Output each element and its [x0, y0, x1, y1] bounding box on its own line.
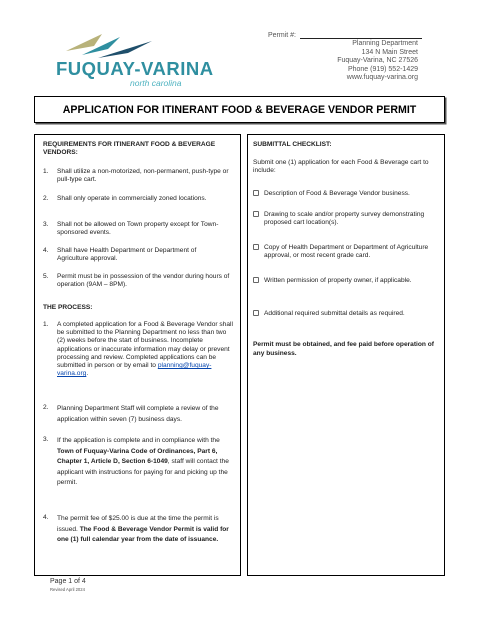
checkbox[interactable] [253, 310, 259, 316]
process-item-text: If the application is complete and in compliance with the [57, 437, 220, 444]
checklist-item-label: Description of Food & Beverage Vendor business. [264, 190, 410, 197]
process-item-text: The permit fee of $25.00 is due at the time the permit is issued. [57, 515, 219, 533]
process-item [57, 321, 233, 378]
document-title: APPLICATION FOR ITINERANT FOOD & BEVERAGE VENDOR PERMIT [34, 96, 445, 123]
town-logo-subtext: north carolina [130, 78, 182, 88]
address-line: 134 N Main Street [361, 48, 418, 56]
page-number: Page 1 of 4 [50, 578, 86, 585]
address-line: Planning Department [352, 40, 418, 47]
process-item [57, 436, 233, 489]
checkbox[interactable] [253, 211, 259, 217]
process-item-text: , staff will contact the applicant with instructions for paying for and picking up the permit. [57, 458, 229, 487]
requirements-heading-line: REQUIREMENTS FOR ITINERANT FOOD & BEVERAGE [43, 141, 216, 148]
list-number: 5. [43, 273, 49, 280]
checkbox[interactable] [253, 190, 259, 196]
address-line: Fuquay-Varina, NC 27526 [337, 57, 418, 65]
process-item-text: . [86, 370, 89, 378]
requirements-heading-line: VENDORS: [43, 149, 78, 157]
checklist-item-label: Written permission of property owner, if applicable. [264, 277, 412, 284]
department-address [278, 40, 418, 83]
list-number: 3. [43, 221, 49, 228]
checklist-item-label: Drawing to scale and/or property survey demonstrating proposed cart location(s). [264, 211, 425, 227]
list-number: 1. [43, 321, 49, 328]
requirements-heading [43, 141, 233, 157]
process-item-text: A completed application for a Food & Beverage Vendor shall be submitted to the Planning Department no less than two (2) weeks before the start of business. Incomplete applications or inaccurate information may delay or prevent processing and review. Completed applications can be submitted in person or by email to [57, 321, 233, 370]
list-number: 2. [43, 195, 49, 202]
address-website: www.fuquay-varina.org [346, 74, 418, 82]
list-number: 2. [43, 404, 49, 411]
requirement-item: Shall have Health Department or Department of Agriculture approval. [57, 247, 197, 263]
checkbox[interactable] [253, 277, 259, 283]
checklist-item-label: Additional required submittal details as required. [264, 310, 405, 317]
permit-number-field[interactable] [268, 31, 422, 39]
requirement-item: Shall only operate in commercially zoned locations. [57, 195, 207, 202]
revision-date: Revised April 2024 [50, 587, 85, 592]
list-number: 4. [43, 514, 49, 521]
planning-email-link[interactable]: planning@fuquay-varina.org [57, 362, 212, 378]
permit-validity-note: The Food & Beverage Vendor Permit is valid for one (1) full calendar year from the date of issuance. [57, 525, 229, 544]
list-number: 4. [43, 247, 49, 254]
requirement-item: Shall utilize a non-motorized, non-permanent, push-type or pull-type cart. [57, 168, 229, 184]
list-number: 3. [43, 436, 49, 443]
requirement-item: Permit must be in possession of the vendor during hours of operation (9AM – 8PM). [57, 273, 230, 289]
town-logo-text: FUQUAY-VARINA [56, 58, 214, 79]
requirement-item: Shall not be allowed on Town property except for Town-sponsored events. [57, 221, 219, 237]
checklist-intro: Submit one (1) application for each Food & Beverage cart to include: [253, 159, 429, 175]
ordinance-reference: Town of Fuquay-Varina Code of Ordinances, Part 6, Chapter 1, Article D, Section 6-1049 [57, 447, 218, 466]
address-line: Phone (919) 552-1429 [347, 65, 418, 73]
permit-number-blank[interactable] [300, 31, 422, 39]
permit-requirement-note: Permit must be obtained, and fee paid before operation of any business. [253, 341, 434, 357]
list-number: 1. [43, 168, 49, 175]
process-heading: THE PROCESS: [43, 304, 93, 311]
checklist-heading: SUBMITTAL CHECKLIST: [253, 141, 332, 148]
town-logo-mark [58, 33, 158, 59]
permit-number-label: Permit #: [268, 32, 297, 39]
process-item: Planning Department Staff will complete a review of the application within seven (7) business days. [57, 405, 219, 423]
process-item [57, 514, 233, 546]
checklist-item-label: Copy of Health Department or Department of Agriculture approval, or most recent grade card. [264, 244, 429, 260]
checkbox[interactable] [253, 244, 259, 250]
